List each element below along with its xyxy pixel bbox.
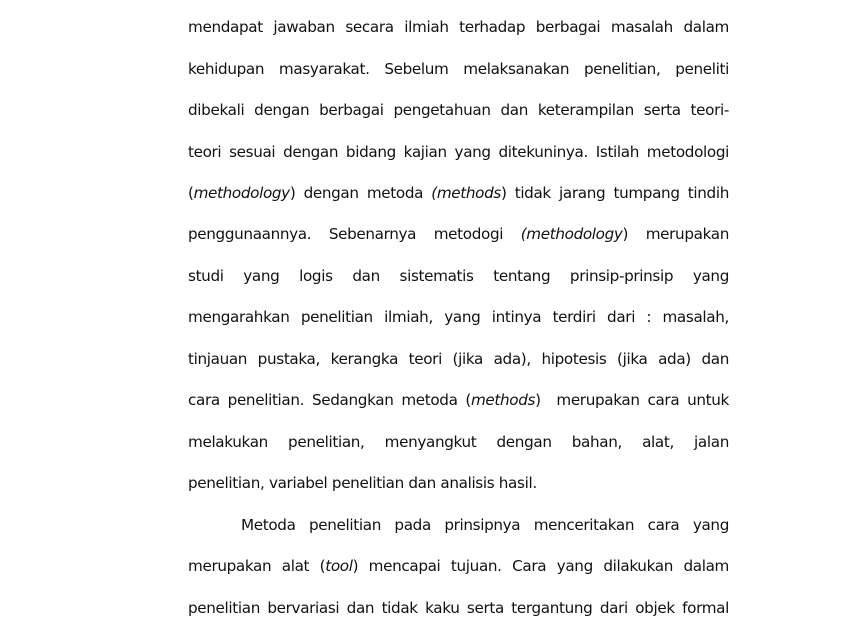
italic-term: methodology	[193, 184, 290, 202]
text-span: ) merupakan	[622, 225, 729, 243]
text-line: tinjauan pustaka, kerangka teori (jika ada), hipotesis (jika ada) dan	[188, 350, 729, 368]
text-span: penggunaannya. Sebenarnya metodogi	[188, 225, 521, 243]
text-line: penelitian, variabel penelitian dan analisis hasil.	[188, 474, 537, 492]
text-span: ) mencapai tujuan. Cara yang dilakukan dalam	[352, 557, 730, 575]
text-span: ) merupakan cara untuk	[535, 391, 730, 409]
text-span: ) tidak jarang tumpang tindih	[500, 184, 729, 202]
text-line: kehidupan masyarakat. Sebelum melaksanakan penelitian, peneliti	[188, 60, 729, 78]
text-line	[188, 388, 729, 412]
italic-term: methods	[470, 391, 536, 409]
italic-term: tool	[325, 557, 353, 575]
italic-term: (methods	[431, 184, 501, 202]
text-span: merupakan alat (	[188, 557, 326, 575]
text-line: melakukan penelitian, menyangkut dengan bahan, alat, jalan	[188, 433, 729, 451]
text-line	[188, 554, 729, 578]
text-line: mendapat jawaban secara ilmiah terhadap berbagai masalah dalam	[188, 18, 729, 36]
text-line: studi yang logis dan sistematis tentang prinsip-prinsip yang	[188, 267, 729, 285]
text-line: teori sesuai dengan bidang kajian yang ditekuninya. Istilah metodologi	[188, 143, 729, 161]
text-span: (	[188, 184, 194, 202]
text-line	[188, 181, 729, 205]
text-span: ) dengan metoda	[289, 184, 432, 202]
text-line	[188, 222, 729, 246]
italic-term: (methodology	[520, 225, 623, 243]
text-line: penelitian bervariasi dan tidak kaku serta tergantung dari objek formal	[188, 599, 729, 617]
text-span: cara penelitian. Sedangkan metoda (	[188, 391, 471, 409]
text-line: Metoda penelitian pada prinsipnya menceritakan cara yang	[241, 516, 729, 534]
document-page	[188, 0, 729, 630]
text-line: mengarahkan penelitian ilmiah, yang intinya terdiri dari : masalah,	[188, 308, 729, 326]
text-line: dibekali dengan berbagai pengetahuan dan keterampilan serta teori-	[188, 101, 729, 119]
